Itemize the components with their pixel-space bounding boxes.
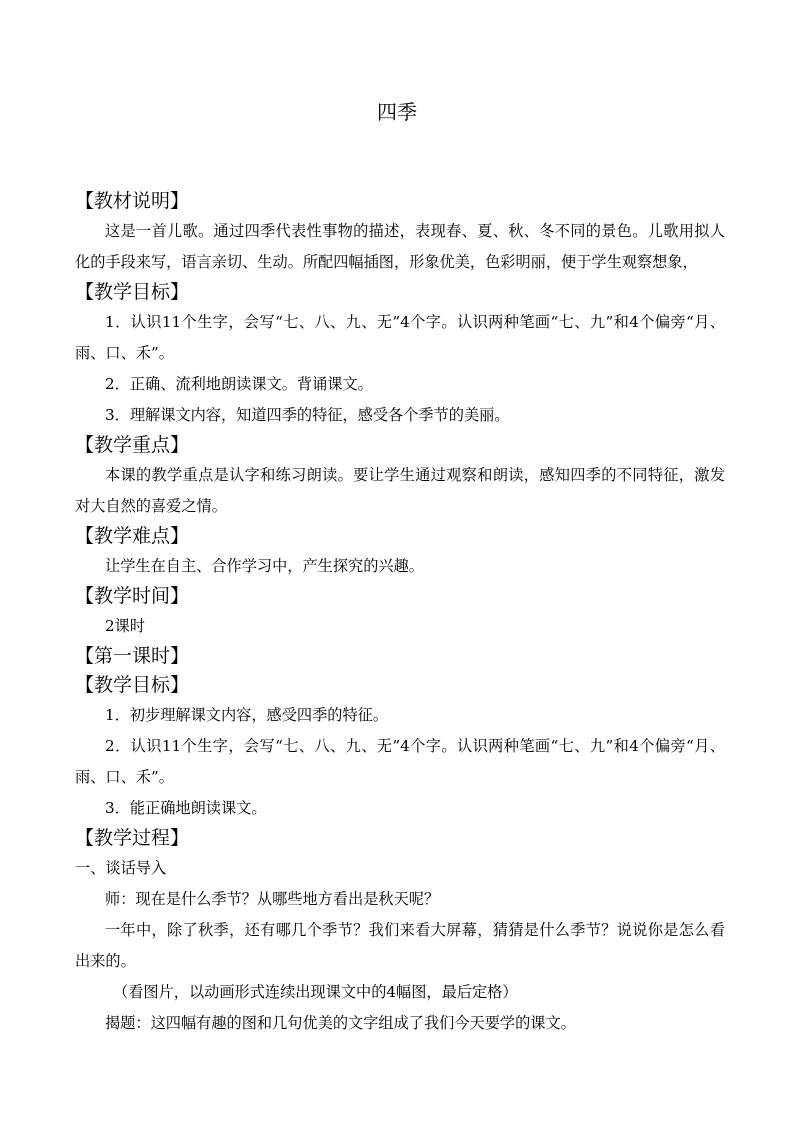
section-heading-process: 【教学过程】	[75, 827, 190, 849]
document-title: 四季	[377, 100, 417, 124]
time-paragraph: 2课时	[105, 617, 146, 635]
process-paragraph-1: 师：现在是什么季节？从哪些地方看出是秋天呢？	[105, 890, 440, 908]
section-heading-difficulties: 【教学难点】	[75, 525, 190, 547]
process-paragraph-4: 揭题：这四幅有趣的图和几句优美的文字组成了我们今天要学的课文。	[105, 1014, 576, 1032]
materials-paragraph: 这是一首儿歌。通过四季代表性事物的描述，表现春、夏、秋、冬不同的景色。儿歌用拟人化的手段来写，语言亲切、生动。所配四幅插图，形象优美，色彩明丽，便于学生观察想象，	[75, 222, 725, 271]
section-heading-lesson-goals: 【教学目标】	[75, 674, 190, 696]
process-step-1: 一、谈话导入	[75, 859, 167, 877]
goal-item-1: 1．认识11个生字，会写“七、八、九、无”4个字。认识两种笔画“七、九”和4个偏旁“月、雨、口、禾”。	[75, 313, 725, 362]
document-body	[75, 187, 725, 1039]
goal-item-2: 2．正确、流利地朗读课文。背诵课文。	[105, 375, 373, 393]
lesson-goal-item-1: 1．初步理解课文内容，感受四季的特征。	[105, 706, 389, 724]
goal-item-3: 3．理解课文内容，知道四季的特征，感受各个季节的美丽。	[105, 406, 510, 424]
section-heading-materials: 【教材说明】	[75, 190, 190, 212]
section-heading-first-lesson: 【第一课时】	[75, 645, 190, 667]
section-heading-goals: 【教学目标】	[75, 281, 190, 303]
process-paragraph-3: （看图片，以动画形式连续出现课文中的4幅图，最后定格）	[113, 983, 518, 1001]
difficulties-paragraph: 让学生在自主、合作学习中，产生探究的兴趣。	[105, 557, 424, 575]
lesson-goal-item-3: 3．能正确地朗读课文。	[105, 799, 267, 817]
lesson-goal-item-2: 2．认识11个生字，会写“七、八、九、无”4个字。认识两种笔画“七、九”和4个偏旁“月、雨、口、禾”。	[75, 737, 725, 786]
key-points-paragraph: 本课的教学重点是认字和练习朗读。要让学生通过观察和朗读，感知四季的不同特征，激发对大自然的喜爱之情。	[75, 466, 725, 515]
section-heading-key-points: 【教学重点】	[75, 434, 190, 456]
process-paragraph-2: 一年中，除了秋季，还有哪几个季节？我们来看大屏幕，猜猜是什么季节？说说你是怎么看出来的。	[75, 921, 725, 970]
section-heading-time: 【教学时间】	[75, 585, 190, 607]
